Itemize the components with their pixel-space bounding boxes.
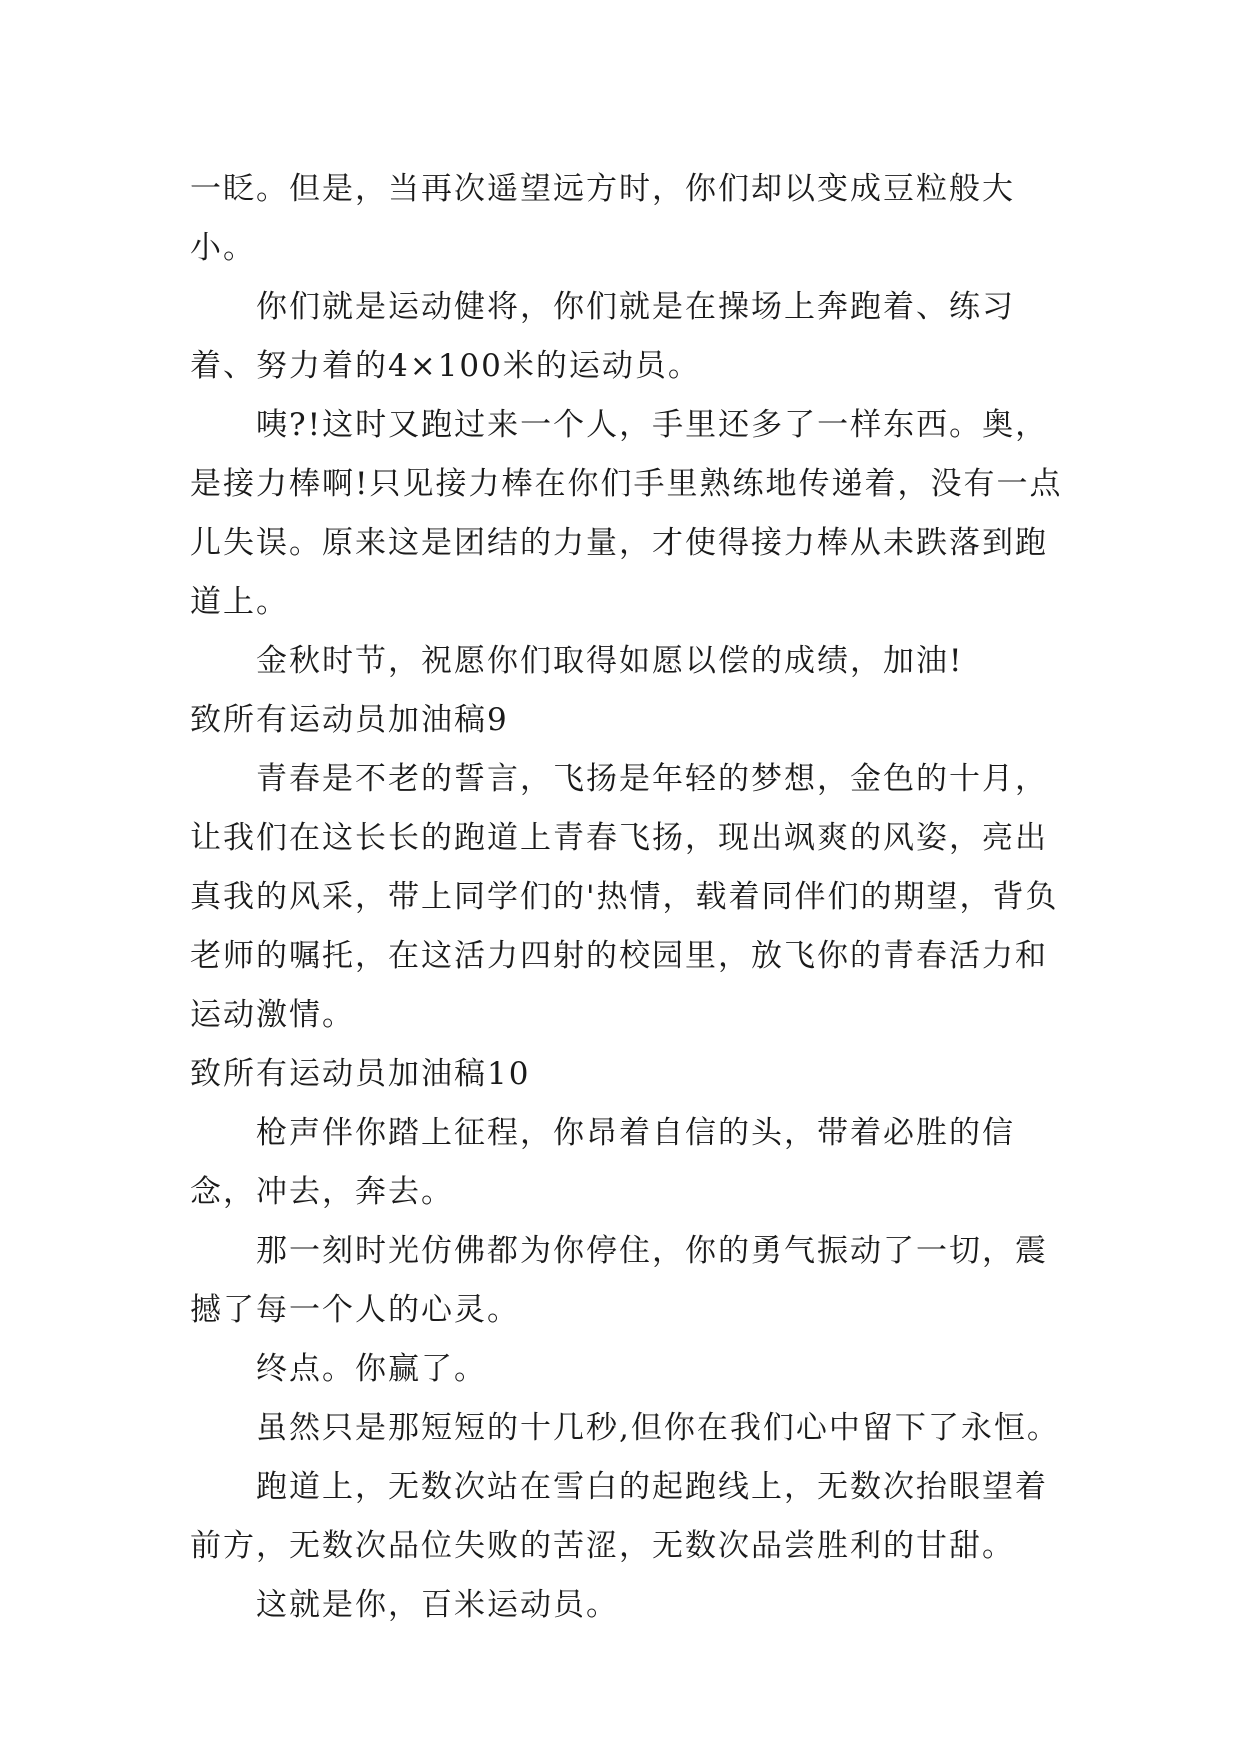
paragraph-3: 咦?!这时又跑过来一个人，手里还多了一样东西。奥，是接力棒啊!只见接力棒在你们手里熟练地传递着，没有一点儿失误。原来这是团结的力量，才使得接力棒从未跌落到跑道上。 — [190, 407, 1063, 620]
section-heading-10: 致所有运动员加油稿10 — [190, 1056, 531, 1092]
paragraph-6: 枪声伴你踏上征程，你昂着自信的头，带着必胜的信念，冲去，奔去。 — [190, 1115, 1015, 1210]
paragraph-9: 虽然只是那短短的十几秒,但你在我们心中留下了永恒。 — [256, 1410, 1060, 1446]
document-body — [190, 160, 1070, 1635]
paragraph-1: 一眨。但是，当再次遥望远方时，你们却以变成豆粒般大小。 — [190, 171, 1015, 266]
section-heading-9: 致所有运动员加油稿9 — [190, 702, 509, 738]
paragraph-8: 终点。你赢了。 — [256, 1351, 487, 1387]
paragraph-10: 跑道上，无数次站在雪白的起跑线上，无数次抬眼望着前方，无数次品位失败的苦涩，无数次品尝胜利的甘甜。 — [190, 1469, 1048, 1564]
paragraph-5: 青春是不老的誓言，飞扬是年轻的梦想，金色的十月，让我们在这长长的跑道上青春飞扬，现出飒爽的风姿，亮出真我的风采，带上同学们的'热情，载着同伴们的期望，背负老师的嘱托，在这活力四射的校园里，放飞你的青春活力和运动激情。 — [190, 761, 1059, 1033]
paragraph-7: 那一刻时光仿佛都为你停住，你的勇气振动了一切，震撼了每一个人的心灵。 — [190, 1233, 1048, 1328]
paragraph-11: 这就是你，百米运动员。 — [256, 1587, 619, 1623]
paragraph-4: 金秋时节，祝愿你们取得如愿以偿的成绩，加油! — [256, 643, 964, 679]
paragraph-2: 你们就是运动健将，你们就是在操场上奔跑着、练习着、努力着的4×100米的运动员。 — [190, 289, 1015, 384]
